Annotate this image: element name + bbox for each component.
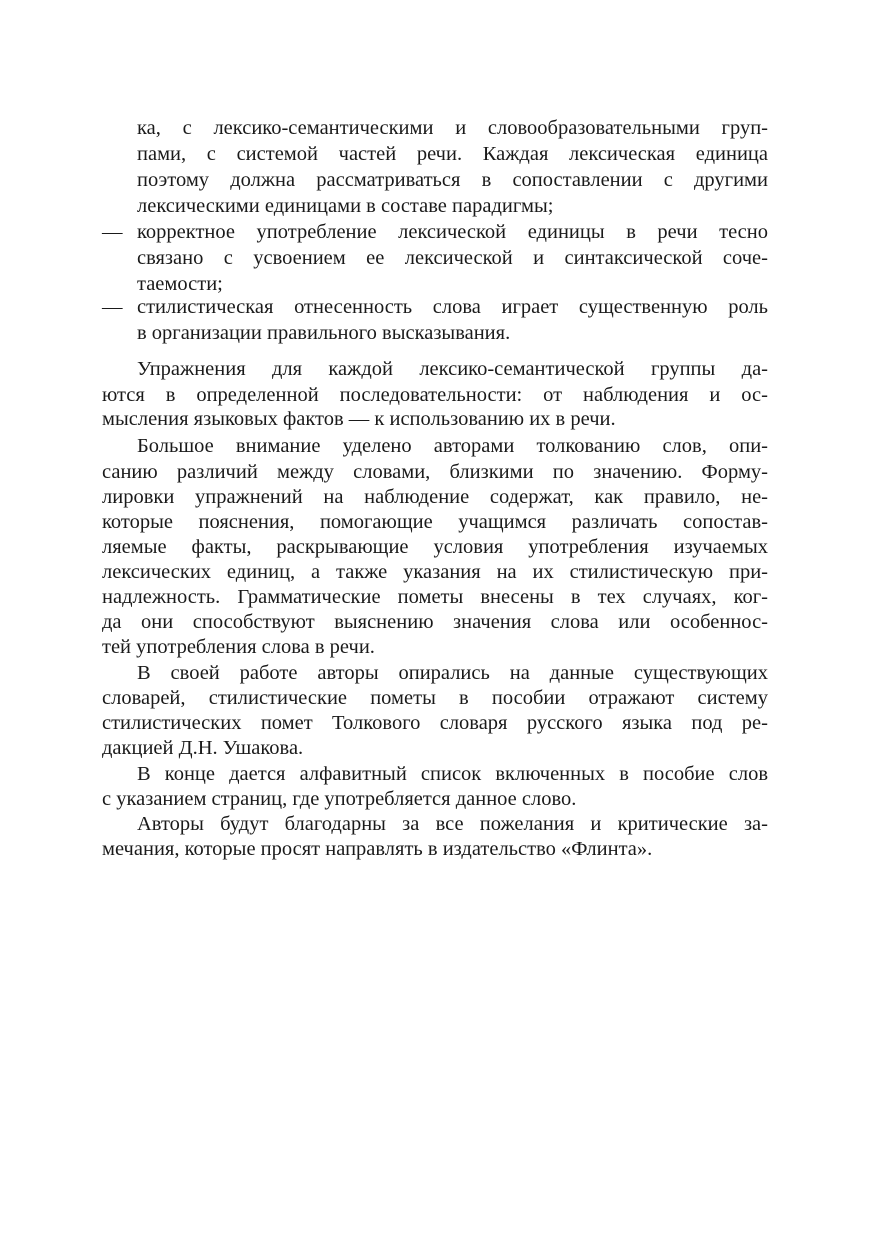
text-line: мысления языковых фактов — к использованию их в речи. [102, 408, 616, 430]
text-line: стилистическая отнесенность слова играет существенную роль [137, 296, 768, 318]
text-line: связано с усвоением ее лексической и синтаксической соче- [137, 247, 768, 269]
text-line: корректное употребление лексической единицы в речи тесно [137, 221, 768, 243]
text-line: которые пояснения, помогающие учащимся различать сопостав- [102, 511, 768, 533]
text-line: надлежность. Грамматические пометы внесены в тех случаях, ког- [102, 586, 768, 608]
text-line: В конце дается алфавитный список включенных в пособие слов [137, 763, 768, 785]
list-dash-marker: — [102, 221, 123, 243]
text-line: Авторы будут благодарны за все пожелания и критические за- [137, 813, 768, 835]
text-line: В своей работе авторы опирались на данные существующих [137, 662, 768, 684]
text-line: с указанием страниц, где употребляется данное слово. [102, 788, 577, 810]
text-line: ка, с лексико-семантическими и словообразовательными груп- [137, 117, 768, 139]
text-line: пами, с системой частей речи. Каждая лексическая единица [137, 143, 768, 165]
text-line: да они способствуют выяснению значения слова или особеннос- [102, 611, 768, 633]
text-line: лексических единиц, а также указания на их стилистическую при- [102, 561, 768, 583]
text-line: лексическими единицами в составе парадигмы; [137, 195, 554, 217]
text-line: мечания, которые просят направлять в издательство «Флинта». [102, 838, 653, 860]
text-line: ются в определенной последовательности: от наблюдения и ос- [102, 384, 768, 406]
text-line: стилистических помет Толкового словаря русского языка под ре- [102, 712, 768, 734]
text-line: поэтому должна рассматриваться в сопоставлении с другими [137, 169, 768, 191]
text-line: Большое внимание уделено авторами толкованию слов, опи- [137, 435, 768, 457]
text-line: таемости; [137, 273, 223, 295]
text-line: в организации правильного высказывания. [137, 322, 511, 344]
text-line: ляемые факты, раскрывающие условия употребления изучаемых [102, 536, 768, 558]
text-line: Упражнения для каждой лексико-семантической группы да- [137, 358, 768, 380]
text-line: санию различий между словами, близкими по значению. Форму- [102, 461, 768, 483]
text-line: словарей, стилистические пометы в пособии отражают систему [102, 687, 768, 709]
text-line: дакцией Д.Н. Ушакова. [102, 737, 304, 759]
list-dash-marker: — [102, 296, 123, 318]
text-line: тей употребления слова в речи. [102, 636, 375, 658]
text-line: лировки упражнений на наблюдение содержат, как правило, не- [102, 486, 768, 508]
